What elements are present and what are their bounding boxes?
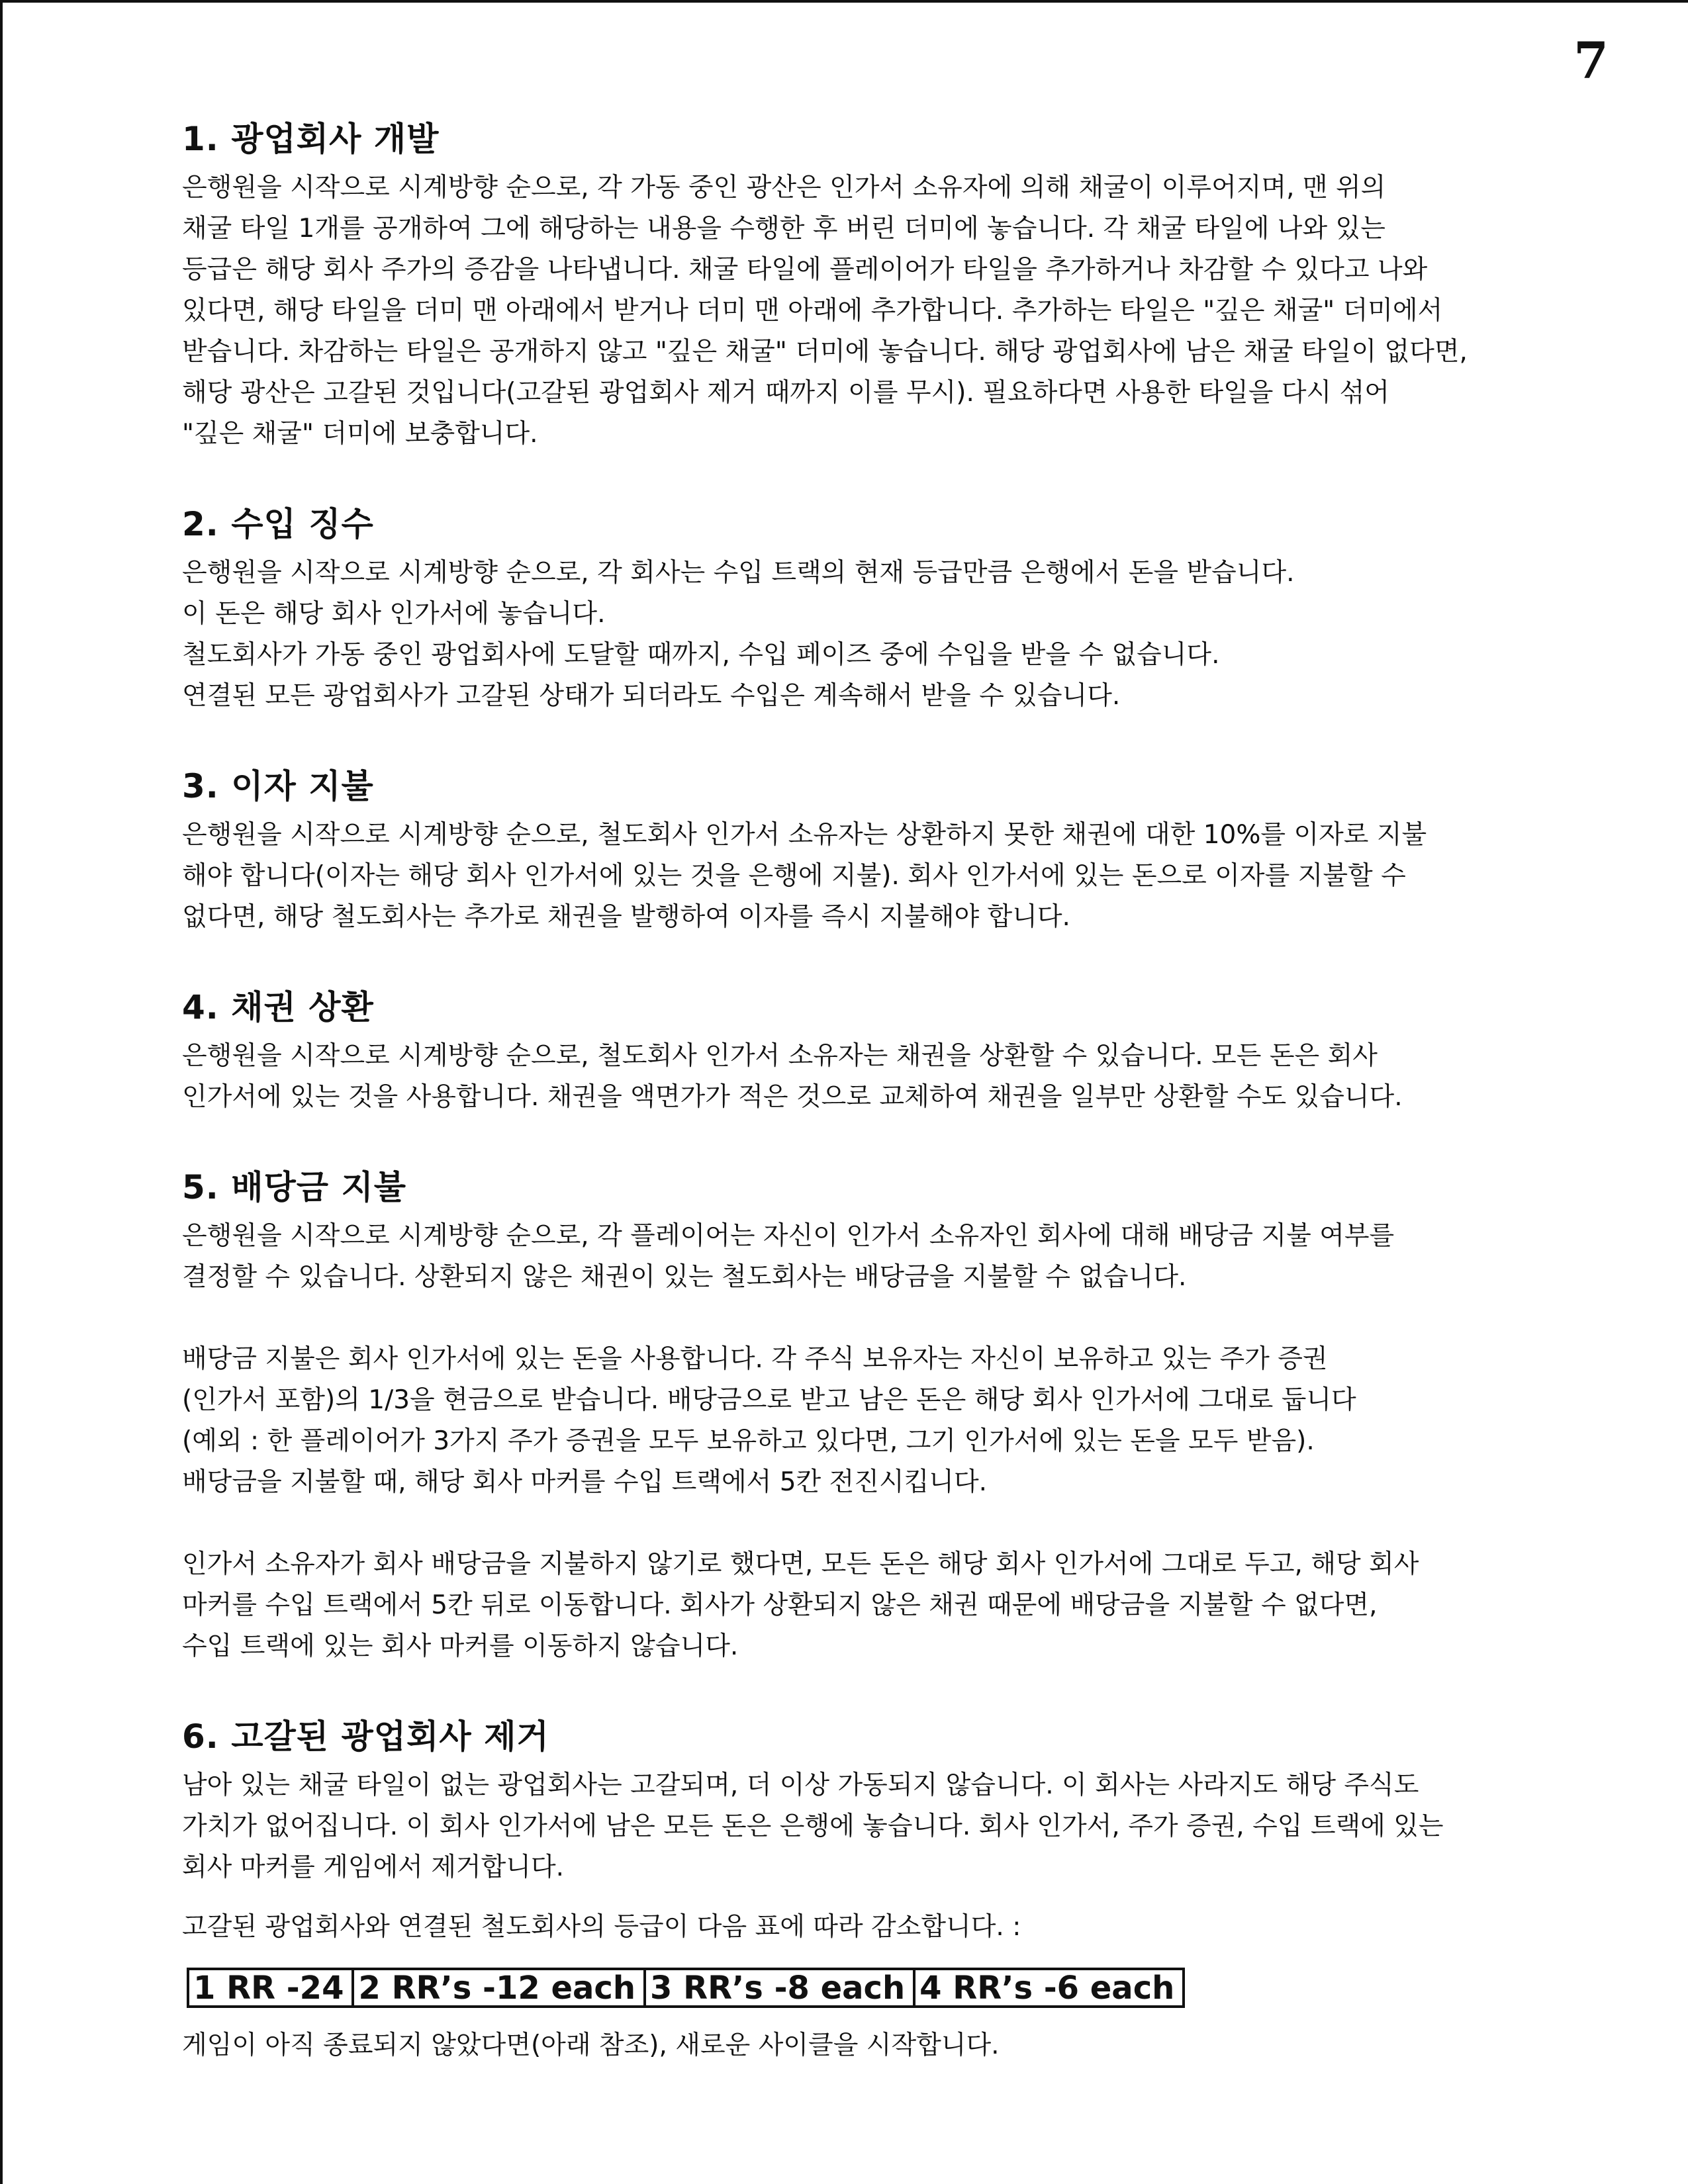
text-line: 은행원을 시작으로 시계방향 순으로, 각 회사는 수입 트랙의 현재 등급만큼 은행에서 돈을 받습니다. [182,558,1295,588]
text-line: 은행원을 시작으로 시계방향 순으로, 각 플레이어는 자신이 인가서 소유자인 회사에 대해 배당금 지불 여부를 [182,1221,1395,1251]
paragraph [182,1907,1506,1948]
section-title: 5. 배당금 지불 [182,1168,407,1206]
section-5 [182,1164,1506,1667]
section-2 [182,501,1506,717]
paragraph-spacer [182,1298,1506,1339]
text-line: (인가서 포함)의 1/3을 현금으로 받습니다. 배당금으로 받고 남은 돈은 해당 회사 인가서에 그대로 둡니다 [182,1385,1356,1415]
paragraph [182,1765,1506,1888]
paragraph [182,553,1506,717]
section-3 [182,763,1506,938]
table-cell-2rr: 2 RR’s -12 each [353,1969,645,2007]
table-cell-4rr: 4 RR’s -6 each [914,1969,1184,2007]
section-spacer [182,1667,1506,1713]
section-spacer [182,1118,1506,1164]
text-line: 은행원을 시작으로 시계방향 순으로, 철도회사 인가서 소유자는 상환하지 못한 채권에 대한 10%를 이자로 지불 [182,820,1427,850]
page-border-top [0,0,1688,3]
section-title: 3. 이자 지불 [182,767,374,805]
closing-line: 게임이 아직 종료되지 않았다면(아래 참조), 새로운 사이클을 시작합니다. [182,2030,1000,2060]
section-spacer [182,717,1506,763]
text-line: "깊은 채굴" 더미에 보충합니다. [182,419,538,449]
text-line: 남아 있는 채굴 타일이 없는 광업회사는 고갈되며, 더 이상 가동되지 않습니다. 이 회사는 사라지도 해당 주식도 [182,1770,1419,1800]
table-row [188,1969,1184,2007]
text-line: 회사 마커를 게임에서 제거합니다. [182,1852,565,1882]
section-title: 1. 광업회사 개발 [182,120,440,158]
text-line: 은행원을 시작으로 시계방향 순으로, 철도회사 인가서 소유자는 채권을 상환할 수 있습니다. 모든 돈은 회사 [182,1041,1378,1071]
text-line: 해야 합니다(이자는 해당 회사 인가서에 있는 것을 은행에 지불). 회사 인가서에 있는 돈으로 이자를 지불할 수 [182,861,1406,891]
paragraph [182,1544,1506,1667]
text-line: 고갈된 광업회사와 연결된 철도회사의 등급이 다음 표에 따라 감소합니다. : [182,1912,1021,1942]
text-line: 등급은 해당 회사 주가의 증감을 나타냅니다. 채굴 타일에 플레이어가 타일을 추가하거나 차감할 수 있다고 나와 [182,255,1428,285]
paragraph [182,1216,1506,1298]
text-line: 없다면, 해당 철도회사는 추가로 채권을 발행하여 이자를 즉시 지불해야 합니다. [182,902,1070,932]
rules-document [182,116,1506,2066]
paragraph [182,1339,1506,1503]
table-cell-1rr: 1 RR -24 [188,1969,353,2007]
text-line: 이 돈은 해당 회사 인가서에 놓습니다. [182,599,606,629]
page-number: 7 [1573,31,1609,90]
text-line: 철도회사가 가동 중인 광업회사에 도달할 때까지, 수입 페이즈 중에 수입을 받을 수 없습니다. [182,640,1220,670]
section-6 [182,1713,1506,1948]
paragraph [182,167,1506,455]
paragraph [182,1036,1506,1118]
text-line: 해당 광산은 고갈된 것입니다(고갈된 광업회사 제거 때까지 이를 무시). 필요하다면 사용한 타일을 다시 섞어 [182,378,1389,408]
text-line: (예외 : 한 플레이어가 3가지 주가 증권을 모두 보유하고 있다면, 그기 인가서에 있는 돈을 모두 받음). [182,1426,1315,1456]
page-border-left [0,0,3,2184]
text-line: 결정할 수 있습니다. 상환되지 않은 채권이 있는 철도회사는 배당금을 지불할 수 없습니다. [182,1262,1187,1292]
text-line: 마커를 수입 트랙에서 5칸 뒤로 이동합니다. 회사가 상환되지 않은 채권 때문에 배당금을 지불할 수 없다면, [182,1590,1378,1620]
section-spacer [182,455,1506,501]
paragraph-spacer [182,1503,1506,1544]
text-line: 배당금 지불은 회사 인가서에 있는 돈을 사용합니다. 각 주식 보유자는 자신이 보유하고 있는 주가 증권 [182,1344,1328,1374]
text-line: 가치가 없어집니다. 이 회사 인가서에 남은 모든 돈은 은행에 놓습니다. 회사 인가서, 주가 증권, 수입 트랙에 있는 [182,1811,1444,1841]
railroad-deduction-table [187,1968,1185,2008]
sections [182,116,1506,1948]
text-line: 배당금을 지불할 때, 해당 회사 마커를 수입 트랙에서 5칸 전진시킵니다. [182,1467,988,1497]
text-line: 있다면, 해당 타일을 더미 맨 아래에서 받거나 더미 맨 아래에 추가합니다. 추가하는 타일은 "깊은 채굴" 더미에서 [182,296,1443,326]
paragraph [182,815,1506,938]
section-title: 4. 채권 상환 [182,988,374,1026]
text-line: 인가서 소유자가 회사 배당금을 지불하지 않기로 했다면, 모든 돈은 해당 회사 인가서에 그대로 두고, 해당 회사 [182,1549,1419,1579]
section-title: 6. 고갈된 광업회사 제거 [182,1717,549,1756]
text-line: 연결된 모든 광업회사가 고갈된 상태가 되더라도 수입은 계속해서 받을 수 있습니다. [182,681,1121,711]
text-line: 인가서에 있는 것을 사용합니다. 채권을 액면가가 적은 것으로 교체하여 채권을 일부만 상환할 수도 있습니다. [182,1082,1403,1112]
text-line: 은행원을 시작으로 시계방향 순으로, 각 가동 중인 광산은 인가서 소유자에 의해 채굴이 이루어지며, 맨 위의 [182,173,1386,203]
text-line: 수입 트랙에 있는 회사 마커를 이동하지 않습니다. [182,1631,739,1661]
section-1 [182,116,1506,455]
text-line: 채굴 타일 1개를 공개하여 그에 해당하는 내용을 수행한 후 버린 더미에 놓습니다. 각 채굴 타일에 나와 있는 [182,214,1385,244]
paragraph-spacer [182,1888,1506,1907]
text-line: 받습니다. 차감하는 타일은 공개하지 않고 "깊은 채굴" 더미에 놓습니다. 해당 광업회사에 남은 채굴 타일이 없다면, [182,337,1468,367]
section-title: 2. 수입 징수 [182,505,374,543]
section-4 [182,984,1506,1118]
section-spacer [182,938,1506,984]
table-cell-3rr: 3 RR’s -8 each [645,1969,914,2007]
